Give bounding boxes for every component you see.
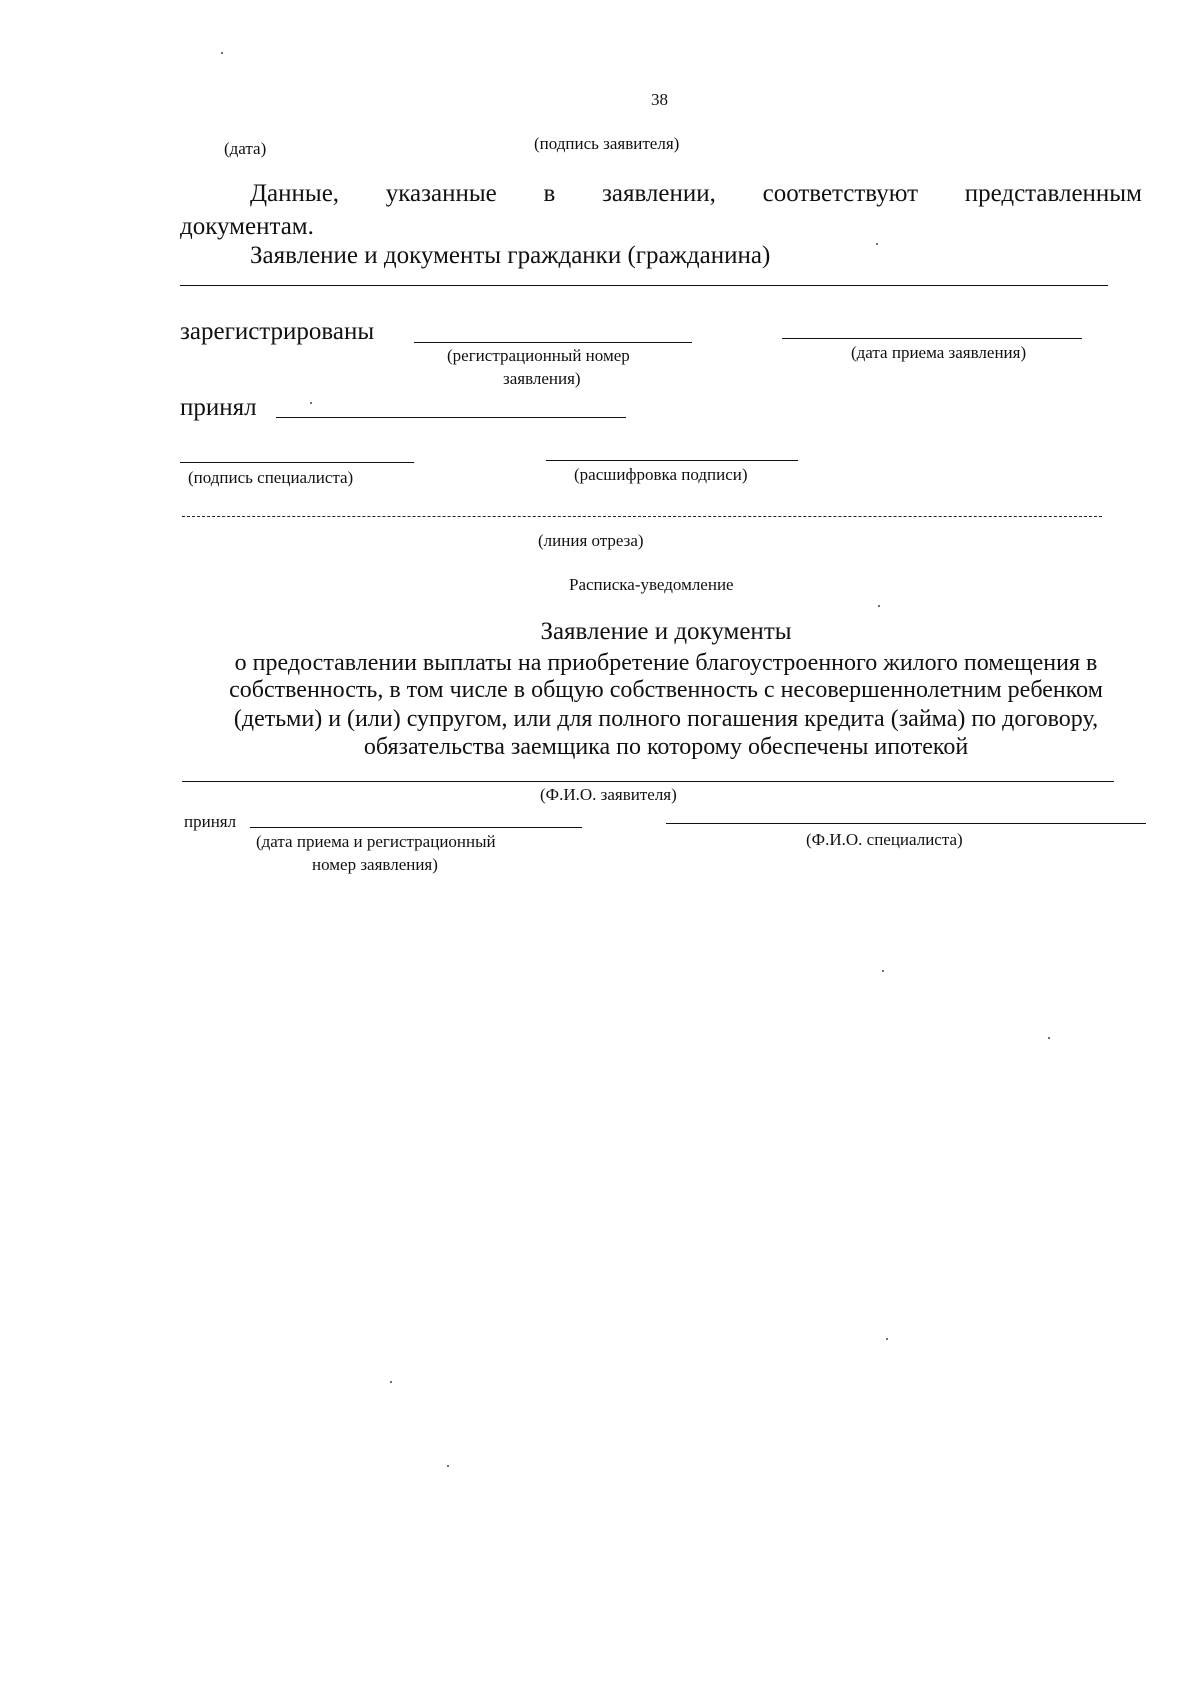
signature-decoding-line bbox=[546, 460, 798, 461]
receipt-body-line: обязательства заемщика по которому обеспечены ипотекой bbox=[363, 734, 969, 760]
receipt-body-line: о предоставлении выплаты на приобретение благоустроенного жилого помещения в bbox=[234, 650, 1098, 676]
applicant-signature-caption: (подпись заявителя) bbox=[534, 134, 680, 153]
receipt-body-line: собственность, в том числе в общую собственность с несовершеннолетним ребенком bbox=[229, 677, 1103, 703]
specialist-name-line bbox=[666, 823, 1146, 824]
scan-speck bbox=[310, 402, 312, 404]
accept-date-caption-continued: номер заявления) bbox=[312, 855, 438, 874]
specialist-fio-caption: (Ф.И.О. специалиста) bbox=[806, 830, 963, 849]
receipt-applicant-name-line bbox=[182, 781, 1114, 782]
scan-speck bbox=[886, 1338, 888, 1340]
applicant-docs-line: Заявление и документы гражданки (гражданина) bbox=[250, 242, 771, 269]
reception-date-caption: (дата приема заявления) bbox=[851, 343, 1027, 362]
statement-word: Данные, bbox=[250, 180, 340, 207]
reg-number-line bbox=[414, 342, 692, 343]
scan-speck bbox=[1048, 1037, 1050, 1039]
scan-speck bbox=[882, 970, 884, 972]
signature-decoding-caption: (расшифровка подписи) bbox=[574, 465, 748, 484]
specialist-signature-line bbox=[180, 462, 414, 463]
applicant-name-line bbox=[180, 285, 1108, 286]
reg-number-caption: (регистрационный номер bbox=[447, 346, 630, 365]
statement-word: представленным bbox=[964, 180, 1142, 207]
receipt-body-line: (детьми) и (или) супругом, или для полного погашения кредита (займа) по договору, bbox=[233, 706, 1099, 732]
scan-speck bbox=[876, 243, 878, 245]
receipt-heading: Заявление и документы bbox=[540, 618, 792, 645]
reception-date-line bbox=[782, 338, 1082, 339]
specialist-signature-caption: (подпись специалиста) bbox=[188, 468, 354, 487]
date-caption: (дата) bbox=[224, 139, 267, 158]
statement-word: заявлении, bbox=[601, 180, 716, 207]
receipt-accepted-label: принял bbox=[184, 812, 237, 831]
statement-word: в bbox=[543, 180, 556, 207]
registered-label: зарегистрированы bbox=[180, 318, 375, 345]
receipt-title: Расписка-уведомление bbox=[569, 575, 734, 594]
scan-speck bbox=[390, 1381, 392, 1383]
reg-number-caption-continued: заявления) bbox=[503, 369, 581, 388]
statement-line-2: документам. bbox=[180, 213, 314, 240]
statement-word: указанные bbox=[385, 180, 497, 207]
receipt-accept-line bbox=[250, 827, 582, 828]
scan-speck bbox=[447, 1465, 449, 1467]
accepted-line bbox=[276, 417, 626, 418]
statement-word: соответствуют bbox=[762, 180, 919, 207]
applicant-fio-caption: (Ф.И.О. заявителя) bbox=[540, 785, 677, 804]
statement-line-1 bbox=[250, 180, 1142, 208]
cut-line-caption: (линия отреза) bbox=[538, 531, 644, 550]
scan-speck bbox=[878, 605, 880, 607]
cut-line bbox=[182, 516, 1102, 517]
accept-date-caption: (дата приема и регистрационный bbox=[256, 832, 496, 851]
scan-speck bbox=[221, 52, 223, 54]
page-number: 38 bbox=[651, 90, 668, 109]
accepted-label: принял bbox=[180, 394, 257, 421]
